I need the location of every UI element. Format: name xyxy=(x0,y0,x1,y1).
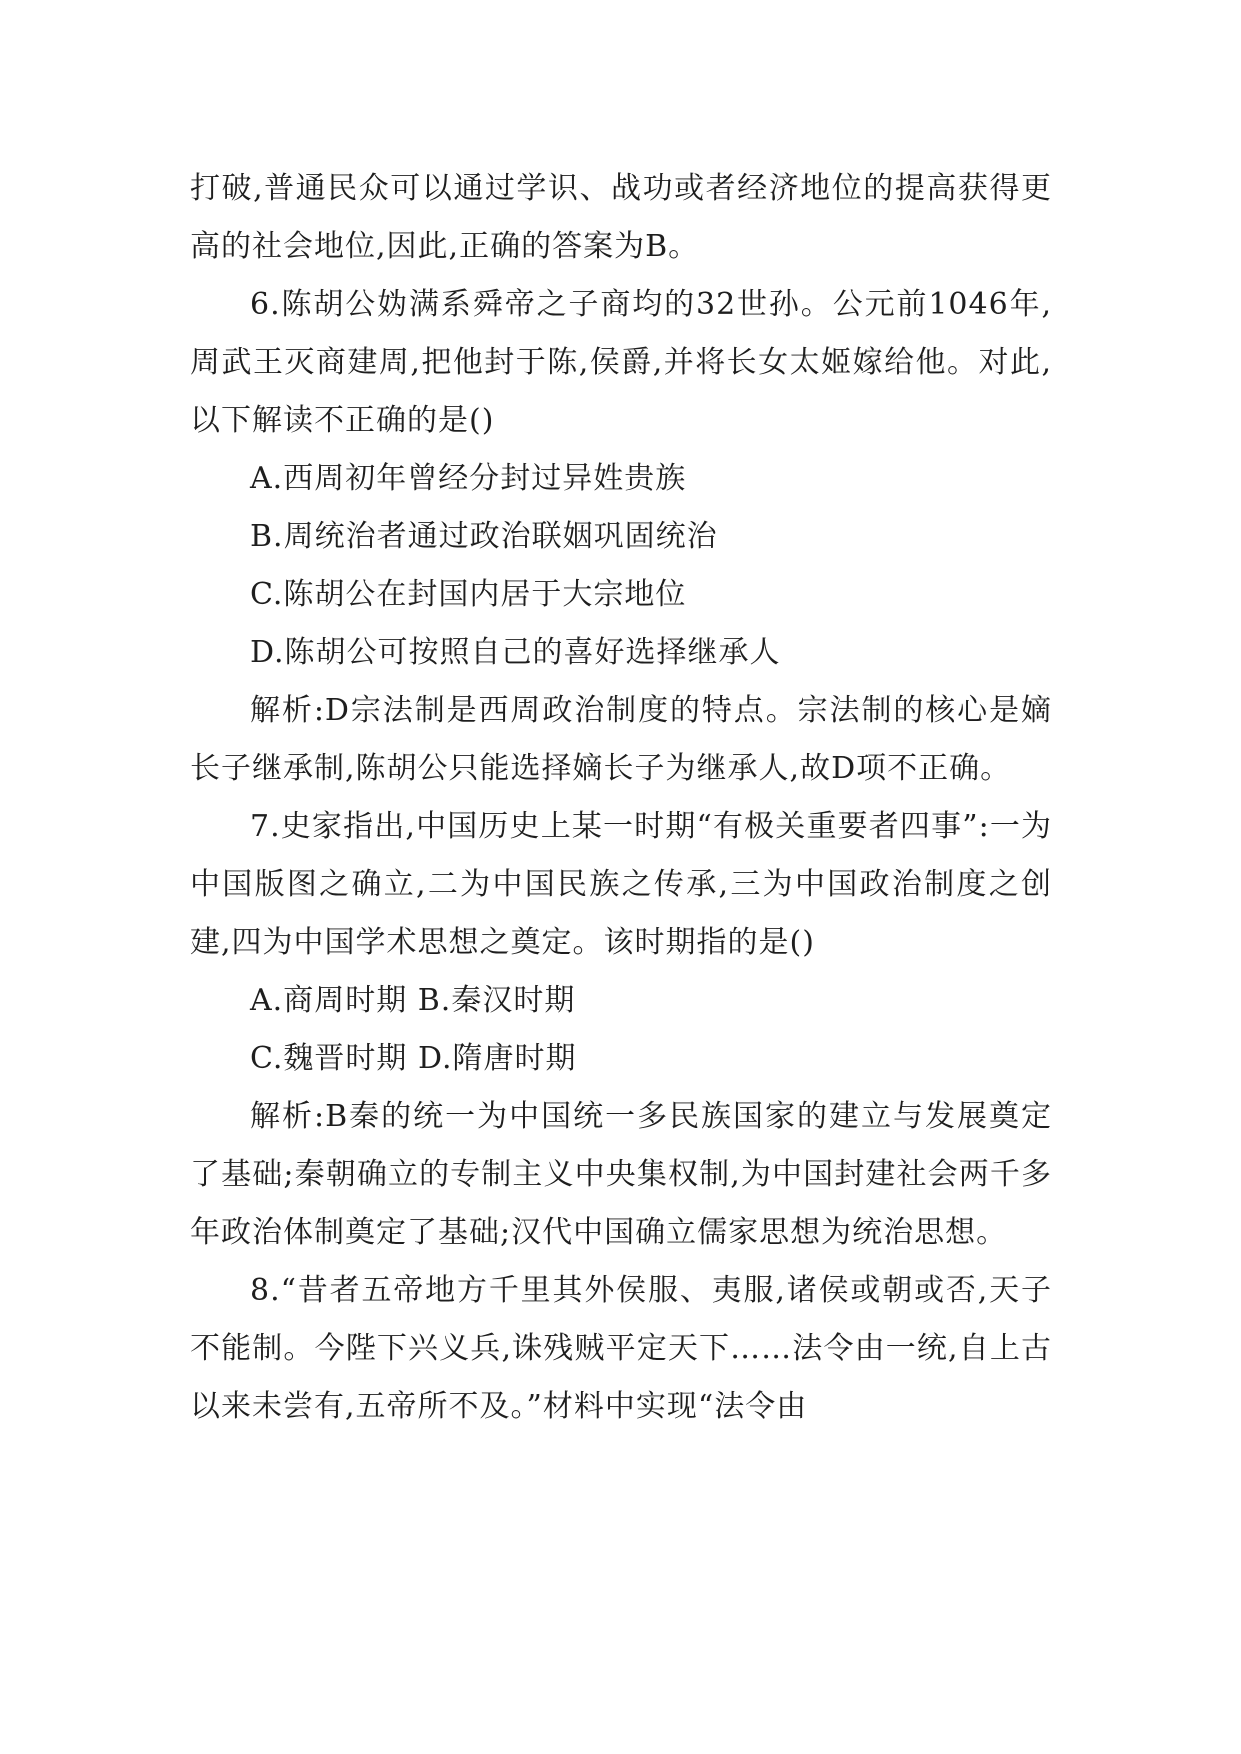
question-6-analysis: 解析:D宗法制是西周政治制度的特点。宗法制的核心是嫡长子继承制,陈胡公只能选择嫡长子为继承人,故D项不正确。 xyxy=(190,693,1052,786)
question-6-stem: 6.陈胡公妫满系舜帝之子商均的32世孙。公元前1046年,周武王灭商建周,把他封于陈,侯爵,并将长女太姬嫁给他。对此,以下解读不正确的是() xyxy=(190,287,1052,438)
question-7-options-ab: A.商周时期 B.秦汉时期 xyxy=(250,983,576,1018)
question-6-option-c: C.陈胡公在封国内居于大宗地位 xyxy=(250,577,687,612)
document-body xyxy=(190,160,1052,1436)
question-6-option-b: B.周统治者通过政治联姻巩固统治 xyxy=(250,519,718,554)
question-6-option-d: D.陈胡公可按照自己的喜好选择继承人 xyxy=(250,635,781,670)
paragraph-continuation: 打破,普通民众可以通过学识、战功或者经济地位的提高获得更高的社会地位,因此,正确的答案为B。 xyxy=(190,171,1052,264)
question-8-stem: 8.“昔者五帝地方千里其外侯服、夷服,诸侯或朝或否,天子不能制。今陛下兴义兵,诛残贼平定天下……法令由一统,自上古以来未尝有,五帝所不及。”材料中实现“法令由 xyxy=(190,1273,1052,1424)
question-6-option-a: A.西周初年曾经分封过异姓贵族 xyxy=(250,461,687,496)
question-7-stem: 7.史家指出,中国历史上某一时期“有极关重要者四事”:一为中国版图之确立,二为中国民族之传承,三为中国政治制度之创建,四为中国学术思想之奠定。该时期指的是() xyxy=(190,809,1052,960)
question-7-options-cd: C.魏晋时期 D.隋唐时期 xyxy=(250,1041,577,1076)
question-7-analysis: 解析:B秦的统一为中国统一多民族国家的建立与发展奠定了基础;秦朝确立的专制主义中央集权制,为中国封建社会两千多年政治体制奠定了基础;汉代中国确立儒家思想为统治思想。 xyxy=(190,1099,1052,1250)
